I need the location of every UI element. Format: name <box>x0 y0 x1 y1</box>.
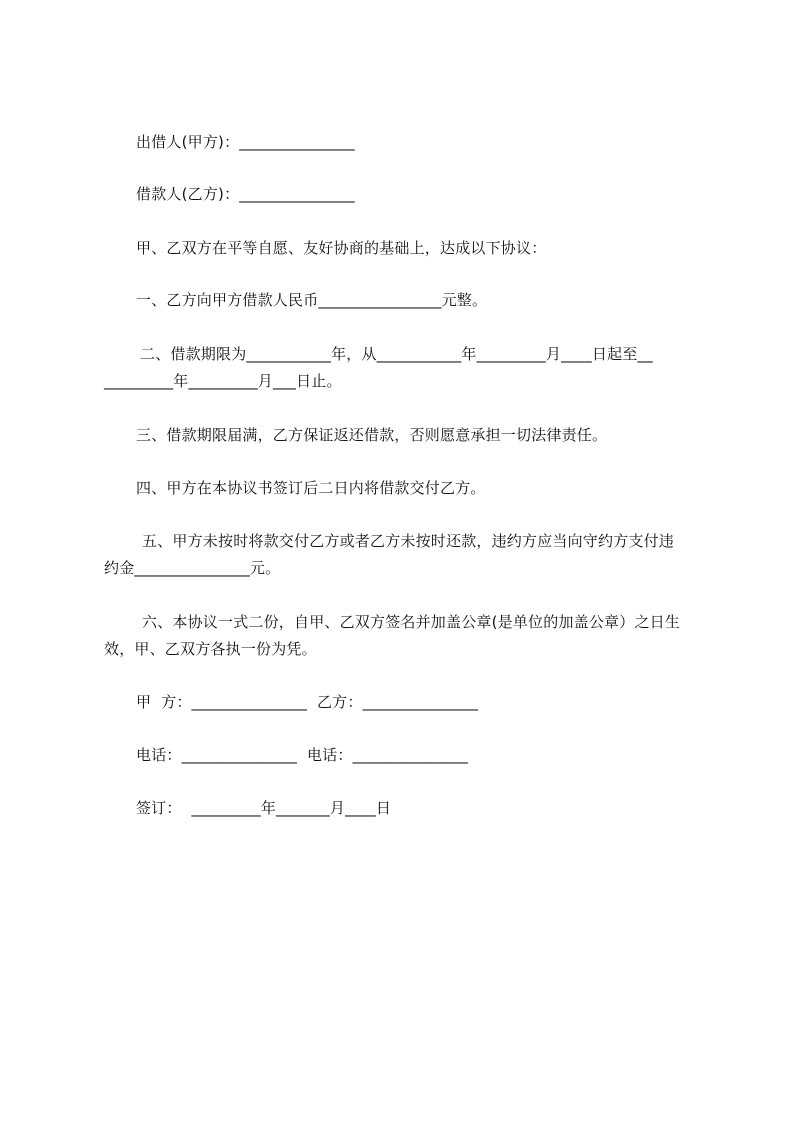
signed-date-line: 签订： _________年_______月____日 <box>136 799 392 817</box>
borrower-line: 借款人(乙方)：_______________ <box>136 185 355 203</box>
clause-5-line-1: 五、甲方未按时将款交付乙方或者乙方未按时还款，违约方应当向守约方支付违 <box>142 532 675 550</box>
clause-6-line-2: 效，甲、乙双方各执一份为凭。 <box>104 640 317 658</box>
clause-3: 三、借款期限届满，乙方保证返还借款，否则愿意承担一切法律责任。 <box>136 426 608 444</box>
phone-line: 电话：_______________ 电话：_______________ <box>136 746 469 764</box>
preamble: 甲、乙双方在平等自愿、友好协商的基础上，达成以下协议： <box>136 239 547 257</box>
clause-2-line-1: 二、借款期限为___________年，从___________年_________月____日起至__ <box>140 345 653 363</box>
party-signature-line: 甲 方：_______________ 乙方：_______________ <box>136 693 479 711</box>
clause-1: 一、乙方向甲方借款人民币________________元整。 <box>136 291 488 309</box>
clause-2-line-2: _________年_________月___日止。 <box>104 372 342 390</box>
clause-6-line-1: 六、本协议一式二份，自甲、乙双方签名并加盖公章(是单位的加盖公章）之日生 <box>142 613 681 631</box>
clause-5-line-2: 约金_______________元。 <box>104 559 281 577</box>
lender-line: 出借人(甲方)：_______________ <box>136 133 355 151</box>
clause-4: 四、甲方在本协议书签订后二日内将借款交付乙方。 <box>136 479 486 497</box>
